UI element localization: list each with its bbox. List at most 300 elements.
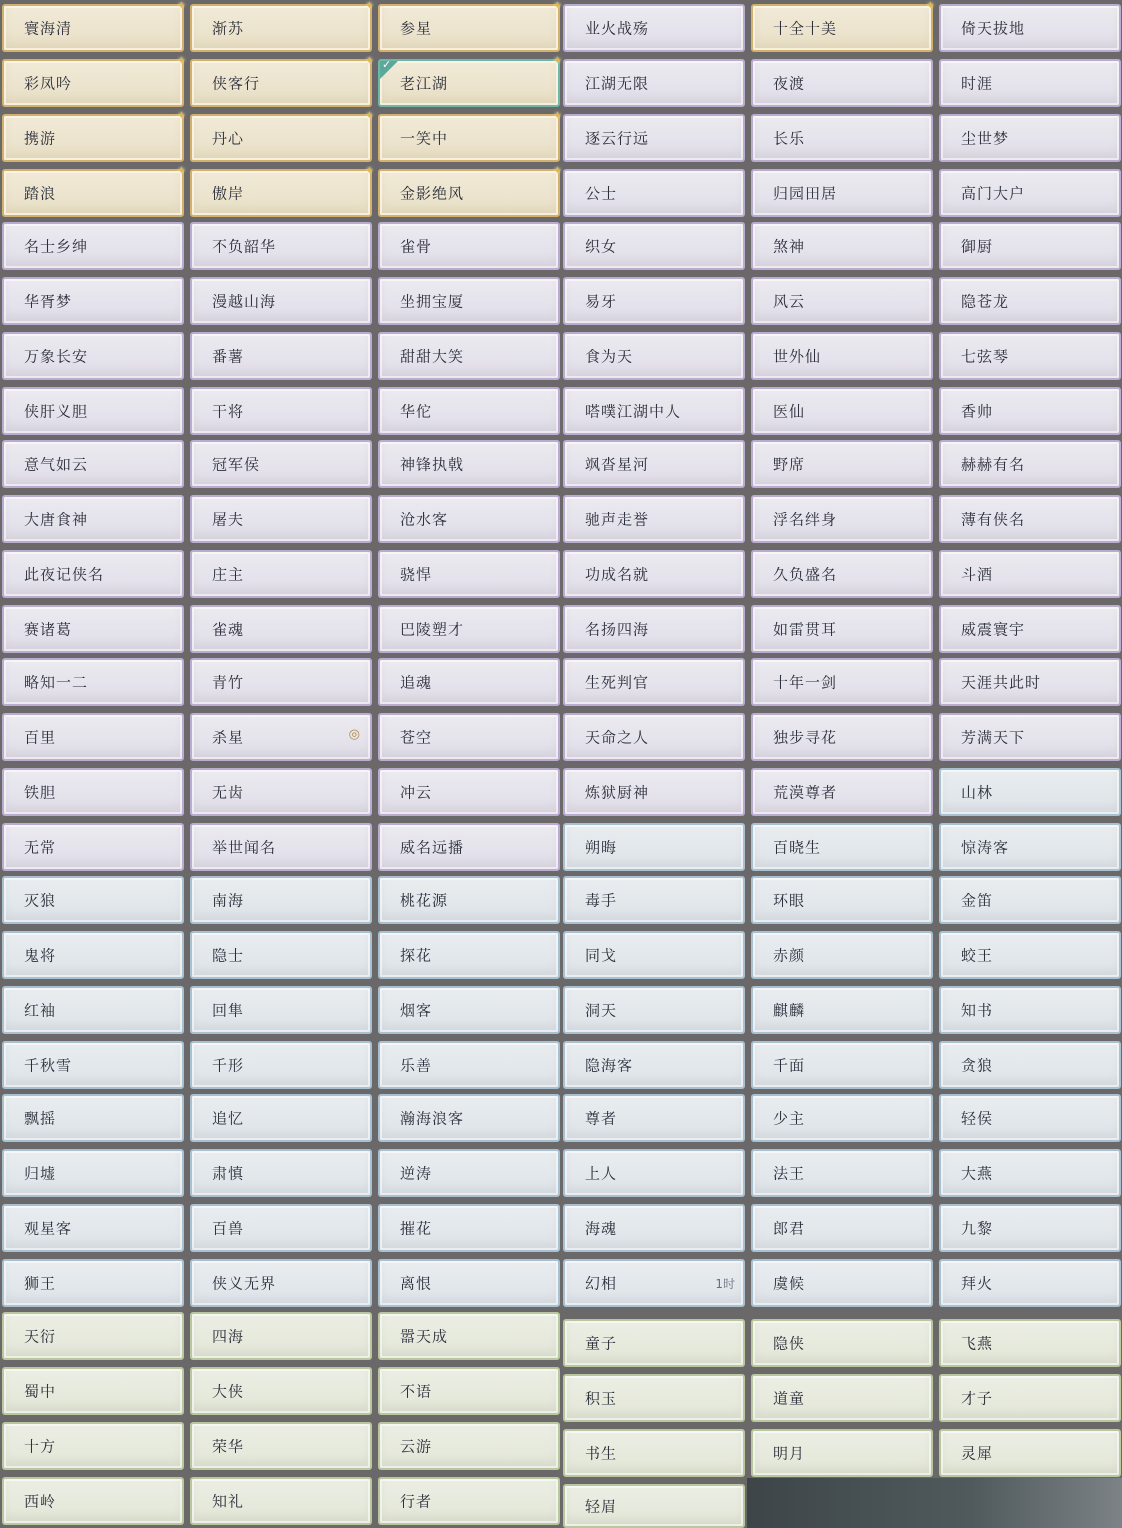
title-label: 十全十美 xyxy=(773,19,838,38)
title-label: 庄主 xyxy=(212,565,245,584)
title-label: 此夜记侠名 xyxy=(24,565,105,584)
title-card[interactable] xyxy=(190,1422,372,1470)
title-card[interactable] xyxy=(190,1312,372,1360)
title-card[interactable] xyxy=(751,1149,933,1197)
title-label: 逐云行远 xyxy=(585,129,650,148)
title-card[interactable] xyxy=(751,59,933,107)
title-label: 威名远播 xyxy=(400,838,465,857)
title-label: 医仙 xyxy=(773,402,806,421)
title-label: 苍空 xyxy=(400,728,433,747)
title-card[interactable] xyxy=(563,605,745,653)
title-label: 南海 xyxy=(212,891,245,910)
title-label: 云游 xyxy=(400,1437,433,1456)
title-label: 坐拥宝厦 xyxy=(400,292,465,311)
title-card[interactable] xyxy=(939,114,1121,162)
title-label: 郎君 xyxy=(773,1219,806,1238)
title-label: 十年一剑 xyxy=(773,673,838,692)
title-label: 知礼 xyxy=(212,1492,245,1511)
title-card[interactable] xyxy=(939,713,1121,761)
title-label: 冠军侯 xyxy=(212,455,261,474)
title-label: 十方 xyxy=(24,1437,57,1456)
title-card[interactable] xyxy=(378,1477,560,1525)
title-card[interactable] xyxy=(939,1374,1121,1422)
title-label: 华佗 xyxy=(400,402,433,421)
title-card[interactable] xyxy=(563,114,745,162)
title-card[interactable] xyxy=(751,605,933,653)
title-label: 大侠 xyxy=(212,1382,245,1401)
title-card[interactable] xyxy=(378,986,560,1034)
title-card[interactable] xyxy=(563,440,745,488)
title-label: 渐苏 xyxy=(212,19,245,38)
title-label: 肃慎 xyxy=(212,1164,245,1183)
title-label: 甜甜大笑 xyxy=(400,347,465,366)
title-card[interactable] xyxy=(378,1149,560,1197)
title-card[interactable] xyxy=(190,876,372,924)
title-label: 斗酒 xyxy=(961,565,994,584)
title-label: 威震寰宇 xyxy=(961,620,1026,639)
title-card[interactable] xyxy=(378,658,560,706)
sparkle-icon: ✦ xyxy=(176,54,186,67)
title-card[interactable] xyxy=(751,114,933,162)
title-label: 隐士 xyxy=(212,946,245,965)
title-label: 携游 xyxy=(24,129,57,148)
title-card[interactable] xyxy=(2,1041,184,1089)
title-card[interactable] xyxy=(939,495,1121,543)
title-card[interactable] xyxy=(563,169,745,217)
title-card[interactable] xyxy=(751,1204,933,1252)
title-label: 行者 xyxy=(400,1492,433,1511)
title-card[interactable] xyxy=(2,495,184,543)
title-card[interactable] xyxy=(563,713,745,761)
title-label: 野席 xyxy=(773,455,806,474)
title-card[interactable] xyxy=(378,1259,560,1307)
title-label: 追忆 xyxy=(212,1109,245,1128)
title-card[interactable] xyxy=(939,931,1121,979)
title-card[interactable] xyxy=(190,1367,372,1415)
title-card[interactable] xyxy=(563,59,745,107)
title-card[interactable] xyxy=(751,1041,933,1089)
title-label: 风云 xyxy=(773,292,806,311)
title-card[interactable] xyxy=(563,222,745,270)
title-card[interactable] xyxy=(939,768,1121,816)
title-card[interactable] xyxy=(378,1041,560,1089)
title-card[interactable] xyxy=(2,823,184,871)
time-remaining: 1时 xyxy=(715,1277,735,1291)
title-label: 红袖 xyxy=(24,1001,57,1020)
title-label: 大燕 xyxy=(961,1164,994,1183)
title-card[interactable] xyxy=(378,1367,560,1415)
title-label: 天命之人 xyxy=(585,728,650,747)
title-label: 环眼 xyxy=(773,891,806,910)
title-card[interactable] xyxy=(563,876,745,924)
title-card[interactable] xyxy=(563,1484,745,1528)
title-card[interactable] xyxy=(751,1374,933,1422)
title-card[interactable] xyxy=(563,550,745,598)
title-card[interactable] xyxy=(563,768,745,816)
title-label: 略知一二 xyxy=(24,673,89,692)
title-card[interactable] xyxy=(751,0,935,52)
title-card[interactable] xyxy=(378,713,560,761)
title-label: 雀骨 xyxy=(400,237,433,256)
title-card[interactable] xyxy=(378,1312,560,1360)
title-card[interactable] xyxy=(2,1477,184,1525)
title-card[interactable] xyxy=(190,387,372,435)
title-label: 瀚海浪客 xyxy=(400,1109,465,1128)
title-card[interactable] xyxy=(2,1367,184,1415)
title-label: 隐苍龙 xyxy=(961,292,1010,311)
title-card[interactable] xyxy=(2,713,184,761)
title-card[interactable] xyxy=(563,986,745,1034)
title-card[interactable] xyxy=(2,1204,184,1252)
title-label: 功成名就 xyxy=(585,565,650,584)
title-label: 名士乡绅 xyxy=(24,237,89,256)
title-label: 探花 xyxy=(400,946,433,965)
title-card[interactable] xyxy=(378,768,560,816)
title-label: 幻相 xyxy=(585,1274,618,1293)
title-card[interactable] xyxy=(2,0,186,52)
title-card[interactable] xyxy=(751,1319,933,1367)
title-label: 嗒噗江湖中人 xyxy=(585,402,682,421)
title-card[interactable] xyxy=(378,440,560,488)
title-card[interactable] xyxy=(751,1094,933,1142)
title-card[interactable] xyxy=(751,1429,933,1477)
title-card[interactable] xyxy=(378,1422,560,1470)
title-card[interactable] xyxy=(939,876,1121,924)
title-label: 久负盛名 xyxy=(773,565,838,584)
title-card[interactable] xyxy=(378,823,560,871)
sparkle-icon: ✦ xyxy=(176,164,186,177)
title-card[interactable] xyxy=(751,986,933,1034)
title-label: 御厨 xyxy=(961,237,994,256)
title-card[interactable] xyxy=(190,550,372,598)
title-card[interactable] xyxy=(2,109,186,162)
title-card[interactable] xyxy=(751,550,933,598)
title-label: 少主 xyxy=(773,1109,806,1128)
title-card[interactable] xyxy=(939,1319,1121,1367)
title-card[interactable] xyxy=(190,1094,372,1142)
title-label: 追魂 xyxy=(400,673,433,692)
title-label: 山林 xyxy=(961,783,994,802)
title-card[interactable] xyxy=(563,1149,745,1197)
title-label: 参星 xyxy=(400,19,433,38)
title-card[interactable] xyxy=(939,1259,1121,1307)
title-card[interactable] xyxy=(563,495,745,543)
title-card[interactable] xyxy=(939,222,1121,270)
title-card[interactable] xyxy=(2,440,184,488)
title-card[interactable] xyxy=(939,277,1121,325)
title-label: 飘摇 xyxy=(24,1109,57,1128)
title-label: 寰海清 xyxy=(24,19,73,38)
title-label: 冲云 xyxy=(400,783,433,802)
title-label: 公士 xyxy=(585,184,618,203)
title-card[interactable] xyxy=(563,1429,745,1477)
title-label: 赫赫有名 xyxy=(961,455,1026,474)
title-card[interactable] xyxy=(939,387,1121,435)
title-card[interactable] xyxy=(190,768,372,816)
title-card[interactable] xyxy=(378,332,560,380)
title-label: 千秋雪 xyxy=(24,1056,73,1075)
title-card[interactable] xyxy=(751,387,933,435)
title-card[interactable] xyxy=(939,1429,1121,1477)
title-card[interactable] xyxy=(190,440,372,488)
title-card[interactable] xyxy=(939,332,1121,380)
title-label: 千面 xyxy=(773,1056,806,1075)
title-card[interactable] xyxy=(939,1041,1121,1089)
title-label: 大唐食神 xyxy=(24,510,89,529)
title-label: 华胥梦 xyxy=(24,292,73,311)
title-card[interactable] xyxy=(190,277,372,325)
title-card[interactable] xyxy=(190,0,374,52)
title-label: 驰声走誉 xyxy=(585,510,650,529)
title-card[interactable] xyxy=(939,658,1121,706)
title-card[interactable] xyxy=(190,1259,372,1307)
title-label: 江湖无限 xyxy=(585,74,650,93)
title-label: 法王 xyxy=(773,1164,806,1183)
sparkle-icon: ✦ xyxy=(176,109,186,122)
title-card[interactable] xyxy=(190,986,372,1034)
title-label: 百晓生 xyxy=(773,838,822,857)
title-card[interactable] xyxy=(190,164,374,217)
title-card[interactable] xyxy=(751,169,933,217)
title-card[interactable] xyxy=(939,4,1121,52)
title-card[interactable] xyxy=(2,768,184,816)
title-label: 漫越山海 xyxy=(212,292,277,311)
title-label: 铁胆 xyxy=(24,783,57,802)
title-card[interactable] xyxy=(563,931,745,979)
title-label: 织女 xyxy=(585,237,618,256)
title-label: 四海 xyxy=(212,1327,245,1346)
title-card[interactable] xyxy=(939,1094,1121,1142)
title-label: 不语 xyxy=(400,1382,433,1401)
title-card[interactable] xyxy=(190,823,372,871)
title-card[interactable] xyxy=(939,1204,1121,1252)
title-card[interactable] xyxy=(939,550,1121,598)
title-card[interactable] xyxy=(190,658,372,706)
background-scene xyxy=(747,1478,1122,1528)
title-card[interactable] xyxy=(2,605,184,653)
title-label: 食为天 xyxy=(585,347,634,366)
title-label: 西岭 xyxy=(24,1492,57,1511)
title-card[interactable] xyxy=(563,277,745,325)
title-card[interactable] xyxy=(2,387,184,435)
title-label: 倚天拔地 xyxy=(961,19,1026,38)
title-card[interactable] xyxy=(378,277,560,325)
title-label: 灵犀 xyxy=(961,1444,994,1463)
title-card[interactable] xyxy=(751,876,933,924)
title-label: 桃花源 xyxy=(400,891,449,910)
title-card[interactable] xyxy=(190,109,374,162)
title-label: 贪狼 xyxy=(961,1056,994,1075)
title-card[interactable] xyxy=(378,931,560,979)
title-label: 蛟王 xyxy=(961,946,994,965)
title-label: 海魂 xyxy=(585,1219,618,1238)
title-label: 不负韶华 xyxy=(212,237,277,256)
title-card[interactable] xyxy=(563,823,745,871)
coin-icon: ◎ xyxy=(348,727,360,742)
sparkle-icon: ✦ xyxy=(552,0,562,12)
title-label: 侠肝义胆 xyxy=(24,402,89,421)
title-card[interactable] xyxy=(751,332,933,380)
title-card[interactable] xyxy=(939,605,1121,653)
title-card[interactable] xyxy=(2,658,184,706)
title-label: 煞神 xyxy=(773,237,806,256)
title-label: 高门大户 xyxy=(961,184,1026,203)
title-label: 芳满天下 xyxy=(961,728,1026,747)
title-label: 金影绝风 xyxy=(400,184,465,203)
title-card[interactable] xyxy=(378,550,560,598)
title-card[interactable] xyxy=(563,4,745,52)
title-card[interactable] xyxy=(751,823,933,871)
title-label: 归园田居 xyxy=(773,184,838,203)
title-card[interactable] xyxy=(2,1312,184,1360)
title-card[interactable] xyxy=(2,1422,184,1470)
title-card[interactable] xyxy=(563,1094,745,1142)
title-card[interactable] xyxy=(939,59,1121,107)
title-card[interactable] xyxy=(751,768,933,816)
title-card[interactable] xyxy=(2,931,184,979)
title-label: 隐侠 xyxy=(773,1334,806,1353)
title-card[interactable] xyxy=(939,1149,1121,1197)
title-label: 青竹 xyxy=(212,673,245,692)
title-label: 嚣天成 xyxy=(400,1327,449,1346)
title-label: 薄有侠名 xyxy=(961,510,1026,529)
title-card[interactable] xyxy=(563,387,745,435)
title-label: 侠义无界 xyxy=(212,1274,277,1293)
title-card[interactable] xyxy=(378,109,562,162)
title-label: 世外仙 xyxy=(773,347,822,366)
title-label: 侠客行 xyxy=(212,74,261,93)
title-card[interactable] xyxy=(378,0,562,52)
title-card[interactable] xyxy=(751,495,933,543)
title-card[interactable] xyxy=(2,550,184,598)
title-label: 拜火 xyxy=(961,1274,994,1293)
title-card[interactable] xyxy=(2,277,184,325)
title-label: 虞候 xyxy=(773,1274,806,1293)
title-label: 骁悍 xyxy=(400,565,433,584)
title-label: 飞燕 xyxy=(961,1334,994,1353)
title-card[interactable] xyxy=(378,1094,560,1142)
title-label: 番薯 xyxy=(212,347,245,366)
title-card[interactable] xyxy=(939,169,1121,217)
title-card[interactable] xyxy=(2,1094,184,1142)
title-label: 归墟 xyxy=(24,1164,57,1183)
title-card[interactable] xyxy=(563,1319,745,1367)
title-label: 观星客 xyxy=(24,1219,73,1238)
title-card[interactable] xyxy=(563,332,745,380)
title-card[interactable] xyxy=(2,332,184,380)
title-card[interactable] xyxy=(2,1149,184,1197)
title-label: 明月 xyxy=(773,1444,806,1463)
title-label: 如雷贯耳 xyxy=(773,620,838,639)
title-card[interactable] xyxy=(378,605,560,653)
title-label: 浮名绊身 xyxy=(773,510,838,529)
title-label: 天涯共此时 xyxy=(961,673,1042,692)
title-label: 千形 xyxy=(212,1056,245,1075)
title-card[interactable] xyxy=(2,1259,184,1307)
title-card[interactable] xyxy=(2,164,186,217)
title-label: 同戈 xyxy=(585,946,618,965)
title-card[interactable] xyxy=(378,1204,560,1252)
title-label: 老江湖 xyxy=(400,74,449,93)
title-label: 惊涛客 xyxy=(961,838,1010,857)
title-label: 轻眉 xyxy=(585,1497,618,1516)
title-label: 百兽 xyxy=(212,1219,245,1238)
title-card[interactable] xyxy=(751,440,933,488)
title-card[interactable] xyxy=(939,823,1121,871)
title-label: 童子 xyxy=(585,1334,618,1353)
title-label: 烟客 xyxy=(400,1001,433,1020)
title-label: 荒漠尊者 xyxy=(773,783,838,802)
title-card[interactable] xyxy=(939,986,1121,1034)
title-card[interactable] xyxy=(563,658,745,706)
title-label: 回隼 xyxy=(212,1001,245,1020)
title-card[interactable] xyxy=(751,931,933,979)
title-card[interactable] xyxy=(563,1041,745,1089)
title-card[interactable] xyxy=(190,1204,372,1252)
title-card[interactable] xyxy=(751,1259,933,1307)
title-card[interactable] xyxy=(939,440,1121,488)
title-label: 踏浪 xyxy=(24,184,57,203)
title-card[interactable] xyxy=(378,164,562,217)
sparkle-icon: ✦ xyxy=(176,0,186,12)
title-card[interactable] xyxy=(751,713,933,761)
title-card[interactable] xyxy=(190,931,372,979)
title-label: 七弦琴 xyxy=(961,347,1010,366)
title-card[interactable] xyxy=(378,54,562,107)
title-label: 金笛 xyxy=(961,891,994,910)
title-label: 赛诸葛 xyxy=(24,620,73,639)
title-card[interactable] xyxy=(190,54,374,107)
title-label: 干将 xyxy=(212,402,245,421)
title-card[interactable] xyxy=(190,222,372,270)
sparkle-icon: ✦ xyxy=(364,0,374,12)
title-label: 彩凤吟 xyxy=(24,74,73,93)
title-card[interactable] xyxy=(378,222,560,270)
title-card[interactable] xyxy=(190,605,372,653)
title-label: 飒沓星河 xyxy=(585,455,650,474)
title-card[interactable] xyxy=(2,876,184,924)
title-card[interactable] xyxy=(2,986,184,1034)
title-label: 时涯 xyxy=(961,74,994,93)
title-card[interactable] xyxy=(2,222,184,270)
title-label: 无齿 xyxy=(212,783,245,802)
title-card[interactable] xyxy=(190,1149,372,1197)
title-card[interactable] xyxy=(563,1204,745,1252)
title-card[interactable] xyxy=(563,1259,745,1307)
title-card[interactable] xyxy=(190,332,372,380)
title-card[interactable] xyxy=(2,54,186,107)
title-card[interactable] xyxy=(751,222,933,270)
title-card[interactable] xyxy=(190,713,372,761)
title-card[interactable] xyxy=(751,277,933,325)
title-label: 易牙 xyxy=(585,292,618,311)
check-icon: ✓ xyxy=(382,58,392,71)
title-card[interactable] xyxy=(378,387,560,435)
title-card[interactable] xyxy=(378,495,560,543)
title-card[interactable] xyxy=(190,1041,372,1089)
title-card[interactable] xyxy=(378,876,560,924)
title-card[interactable] xyxy=(751,658,933,706)
title-label: 生死判官 xyxy=(585,673,650,692)
title-label: 丹心 xyxy=(212,129,245,148)
title-label: 尘世梦 xyxy=(961,129,1010,148)
title-card[interactable] xyxy=(563,1374,745,1422)
title-label: 无常 xyxy=(24,838,57,857)
title-label: 神锋执戟 xyxy=(400,455,465,474)
title-card[interactable] xyxy=(190,1477,372,1525)
title-label: 杀星 xyxy=(212,728,245,747)
title-card[interactable] xyxy=(190,495,372,543)
